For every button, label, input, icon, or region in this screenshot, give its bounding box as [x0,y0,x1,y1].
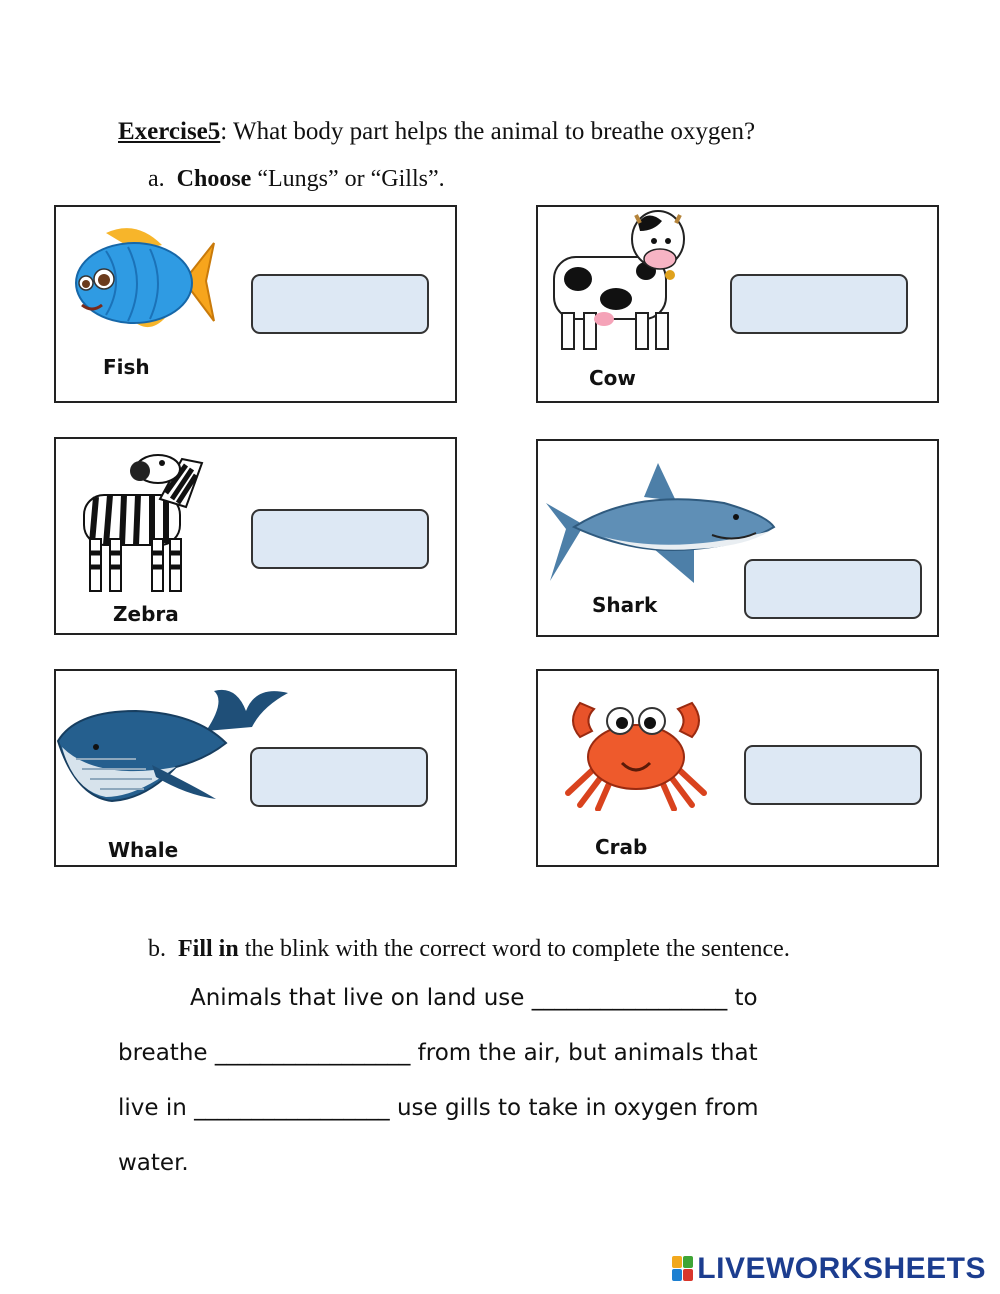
fish-label: Fish [103,355,150,379]
blank-2[interactable]: _________________ [214,1040,411,1066]
shark-label: Shark [592,593,658,617]
part-a-instruction [148,166,445,193]
paragraph-line-4: water. [118,1150,189,1176]
cow-image [544,209,694,359]
line-3-start: live in [118,1095,195,1121]
part-b-text: the blink with the correct word to complete the sentence. [238,936,790,962]
paragraph-line-1 [190,985,758,1011]
line-1-end: to [727,985,758,1011]
cow-answer-box[interactable] [730,274,908,334]
animal-card-zebra [54,437,457,635]
part-b-marker: b. [148,936,166,962]
liveworksheets-icon [672,1256,694,1282]
zebra-answer-box[interactable] [251,509,429,569]
part-a-verb: Choose [176,166,252,192]
part-a-text: “Lungs” or “Gills”. [251,166,445,192]
crab-label: Crab [595,835,648,859]
crab-answer-box[interactable] [744,745,922,805]
fish-answer-box[interactable] [251,274,429,334]
zebra-image [74,443,214,603]
animal-card-cow [536,205,939,403]
crab-image [558,685,714,811]
animal-card-whale [54,669,457,867]
line-3-end: use gills to take in oxygen from [389,1095,759,1121]
exercise-title [118,118,755,146]
line-2-end: from the air, but animals that [410,1040,758,1066]
whale-label: Whale [108,838,179,862]
line-2-start: breathe [118,1040,215,1066]
part-b-instruction [148,936,790,963]
zebra-label: Zebra [113,602,179,626]
cow-label: Cow [589,366,636,390]
liveworksheets-logo [672,1252,986,1286]
animal-card-crab [536,669,939,867]
exercise-question: : What body part helps the animal to breathe oxygen? [220,118,756,145]
animal-card-fish [54,205,457,403]
exercise-label: Exercise5 [118,118,221,145]
whale-answer-box[interactable] [250,747,428,807]
brand-name: LIVEWORKSHEETS [697,1252,986,1285]
animal-card-shark [536,439,939,637]
fish-image [66,221,216,341]
paragraph-line-3 [118,1095,759,1121]
blank-3[interactable]: _________________ [194,1095,390,1121]
line-1-text: Animals that live on land use [190,985,532,1011]
paragraph-line-2 [118,1040,758,1066]
part-a-marker: a. [148,166,165,192]
blank-1[interactable]: _________________ [531,985,728,1011]
shark-answer-box[interactable] [744,559,922,619]
shark-image [544,463,776,589]
part-b-verb: Fill in [178,936,239,962]
